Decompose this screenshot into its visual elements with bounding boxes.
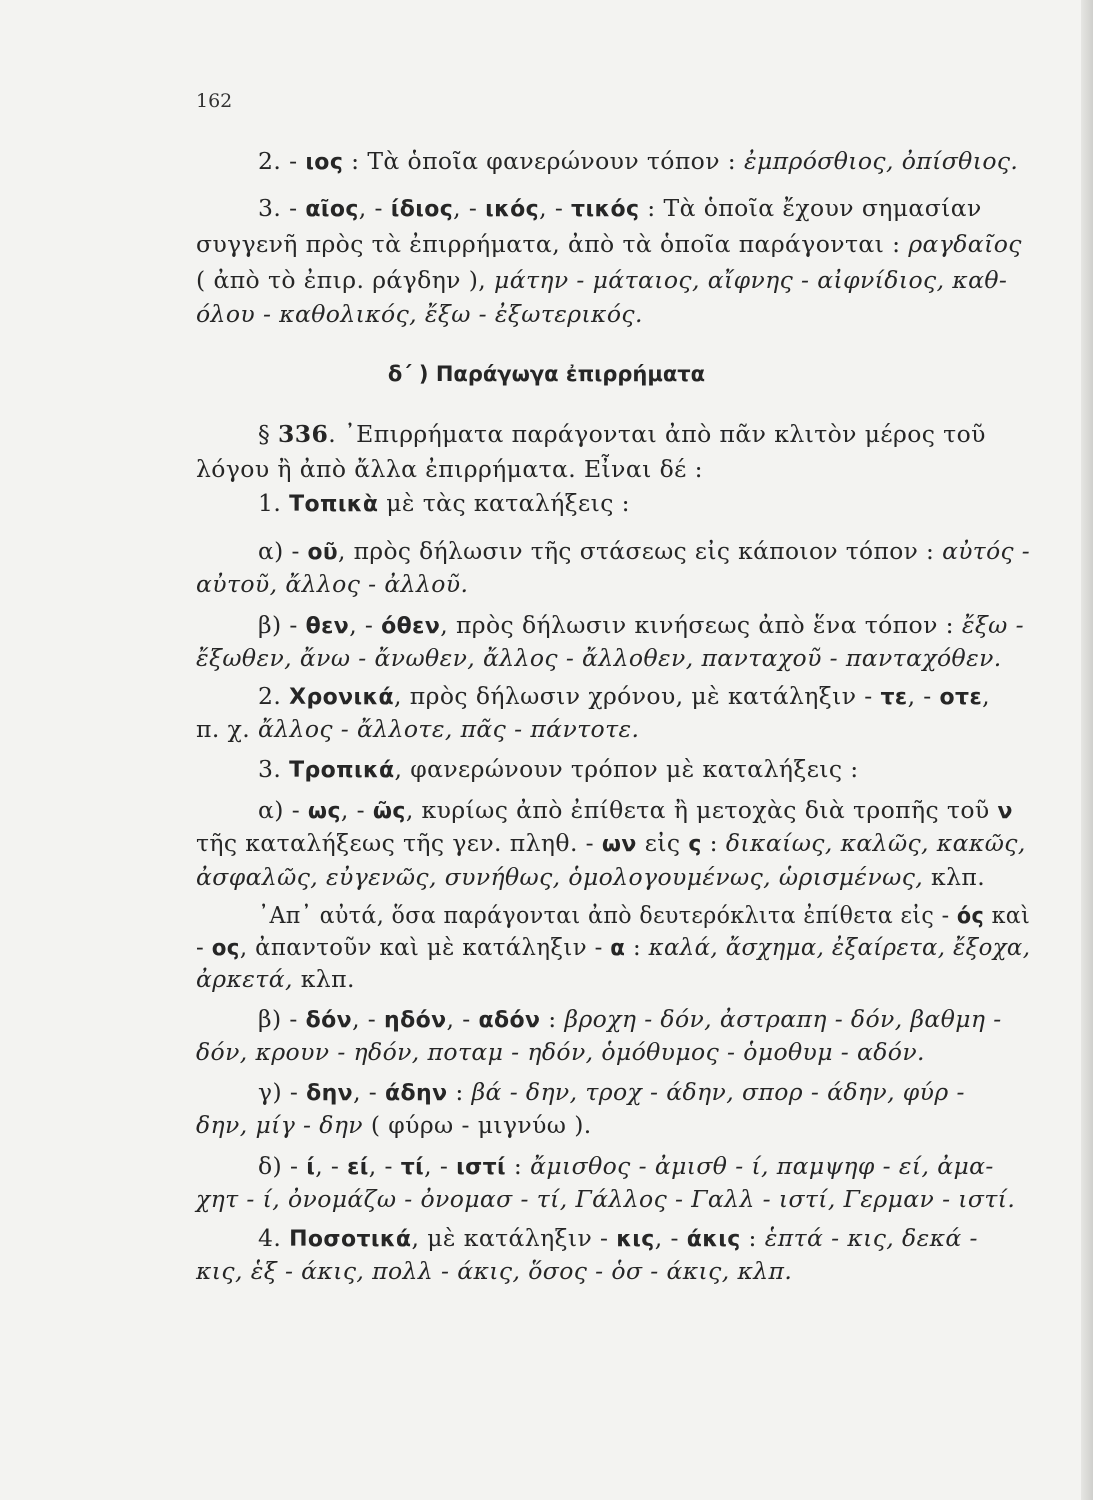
page-number: 162 — [196, 90, 233, 112]
text-line: 3. - αῖος, - ίδιος, - ικός, - τικός : Τὰ ὁποῖα ἔχουν σημασίαν — [258, 194, 982, 222]
text-line: δην, μίγ - δην ( φύρω - μιγνύω ). — [196, 1111, 592, 1139]
text-line: τῆς καταλήξεως τῆς γεν. πληθ. - ων εἰς ς : δικαίως, καλῶς, κακῶς, — [196, 829, 1026, 857]
text-line: ᾿Απ᾿ αὐτά, ὅσα παράγονται ἀπὸ δευτερόκλιτα ἐπίθετα εἰς - ός καὶ — [258, 901, 1031, 929]
section-heading: δ΄ ) Παράγωγα ἐπιρρήματα — [387, 362, 706, 386]
text-line: α) - ως, - ῶς, κυρίως ἀπὸ ἐπίθετα ἢ μετοχὰς διὰ τροπῆς τοῦ ν — [258, 796, 1013, 824]
text-line: όλου - καθολικός, ἔξω - ἐξωτερικός. — [196, 300, 643, 328]
text-line: § 336. ᾿Επιρρήματα παράγονται ἀπὸ πᾶν κλιτὸν μέρος τοῦ — [258, 420, 986, 448]
text-line: ἔξωθεν, ἄνω - ἄνωθεν, ἄλλος - ἄλλοθεν, πανταχοῦ - πανταχόθεν. — [196, 644, 1002, 672]
text-line: β) - θεν, - όθεν, πρὸς δήλωσιν κινήσεως ἀπὸ ἕνα τόπον : ἔξω - — [258, 611, 1024, 639]
text-line: συγγενῆ πρὸς τὰ ἐπιρρήματα, ἀπὸ τὰ ὁποῖα παράγονται : ραγδαῖος — [196, 230, 1022, 258]
text-line: δόν, κρουν - ηδόν, ποταμ - ηδόν, ὁμόθυμος - ὁμοθυμ - αδόν. — [196, 1038, 925, 1066]
text-line: 4. Ποσοτικά, μὲ κατάληξιν - κις, - άκις : ἑπτά - κις, δεκά - — [258, 1224, 978, 1252]
text-line: λόγου ἢ ἀπὸ ἄλλα ἐπιρρήματα. Εἶναι δέ : — [196, 455, 703, 483]
page-edge-shadow — [1081, 0, 1093, 1500]
text-line: π. χ. ἄλλος - ἄλλοτε, πᾶς - πάντοτε. — [196, 715, 640, 743]
text-line: ( ἀπὸ τὸ ἐπιρ. ράγδην ), μάτην - μάταιος, αἴφνης - αἰφνίδιος, καθ- — [196, 266, 1008, 294]
text-line: χητ - ί, ὀνομάζω - ὀνομασ - τί, Γάλλος - Γαλλ - ιστί, Γερμαν - ιστί. — [196, 1185, 1016, 1213]
text-line: ἀσφαλῶς, εὐγενῶς, συνήθως, ὁμολογουμένως, ὡρισμένως, κλπ. — [196, 863, 986, 891]
text-line: 2. - ιος : Τὰ ὁποῖα φανερώνουν τόπον : ἐμπρόσθιος, ὀπίσθιος. — [258, 147, 1019, 175]
text-line: δ) - ί, - εί, - τί, - ιστί : ἄμισθος - ἀμισθ - ί, παμψηφ - εί, ἀμα- — [258, 1152, 994, 1180]
text-line: κις, ἑξ - άκις, πολλ - άκις, ὅσος - ὁσ - άκις, κλπ. — [196, 1257, 793, 1285]
text-line: α) - οῦ, πρὸς δήλωσιν τῆς στάσεως εἰς κάποιον τόπον : αὐτός - — [258, 537, 1031, 565]
text-line: 2. Χρονικά, πρὸς δήλωσιν χρόνου, μὲ κατάληξιν - τε, - οτε, — [258, 682, 990, 710]
text-line: 1. Τοπικὰ μὲ τὰς καταλήξεις : — [258, 489, 630, 517]
text-line: γ) - δην, - άδην : βά - δην, τροχ - άδην, σπορ - άδην, φύρ - — [258, 1078, 965, 1106]
text-line: 3. Τροπικά, φανερώνουν τρόπον μὲ καταλήξεις : — [258, 755, 859, 783]
text-line: αὐτοῦ, ἄλλος - ἀλλοῦ. — [196, 570, 469, 598]
text-line: - ος, ἀπαντοῦν καὶ μὲ κατάληξιν - α : καλά, ἄσχημα, ἐξαίρετα, ἔξοχα, — [196, 933, 1031, 961]
text-line: ἀρκετά, κλπ. — [196, 965, 355, 993]
text-line: β) - δόν, - ηδόν, - αδόν : βροχη - δόν, ἀστραπη - δόν, βαθμη - — [258, 1005, 1002, 1033]
